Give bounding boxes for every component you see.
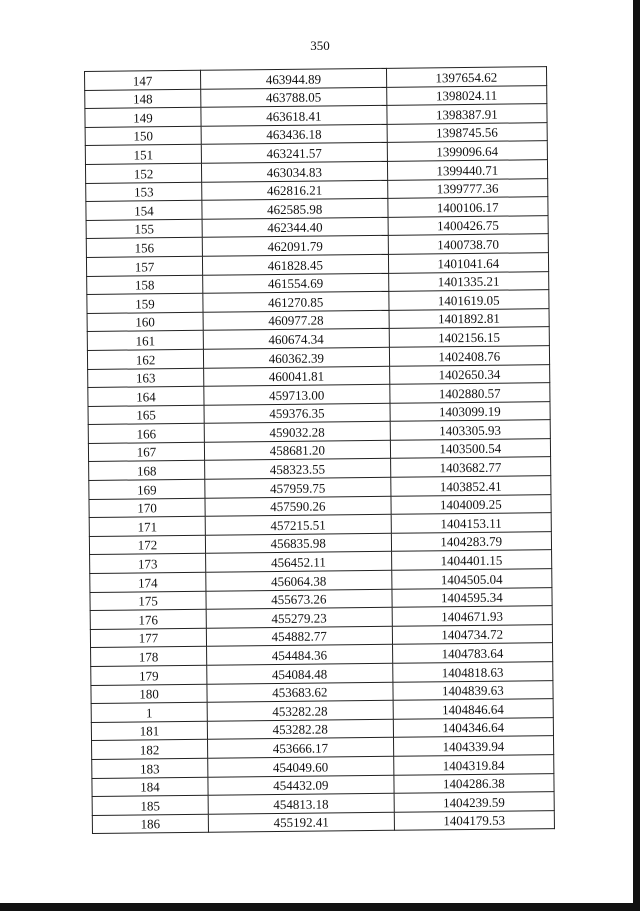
point-number-cell: 182: [92, 740, 208, 760]
x-coordinate-cell: 454882.77: [206, 626, 392, 647]
x-coordinate-cell: 453683.62: [207, 682, 393, 703]
x-coordinate-cell: 462091.79: [202, 236, 388, 257]
y-coordinate-cell: 1399440.71: [387, 160, 548, 180]
y-coordinate-cell: 1403099.19: [390, 401, 551, 421]
y-coordinate-cell: 1404595.34: [392, 587, 553, 607]
y-coordinate-cell: 1404846.64: [393, 699, 554, 719]
point-number-cell: 181: [91, 721, 207, 741]
y-coordinate-cell: 1399777.36: [387, 178, 548, 198]
coordinates-table: [84, 66, 555, 834]
point-number-cell: 164: [88, 386, 204, 406]
point-number-cell: 174: [90, 572, 206, 592]
y-coordinate-cell: 1404671.93: [392, 606, 553, 626]
point-number-cell: 169: [89, 479, 205, 499]
point-number-cell: 149: [85, 107, 201, 127]
y-coordinate-cell: 1401892.81: [389, 308, 550, 328]
x-coordinate-cell: 453666.17: [208, 738, 394, 759]
y-coordinate-cell: 1400426.75: [388, 215, 549, 235]
y-coordinate-cell: 1400738.70: [388, 234, 549, 254]
point-number-cell: 168: [89, 461, 205, 481]
point-number-cell: 156: [86, 238, 202, 258]
y-coordinate-cell: 1403682.77: [390, 457, 551, 477]
point-number-cell: 165: [88, 405, 204, 425]
x-coordinate-cell: 455279.23: [206, 608, 392, 629]
y-coordinate-cell: 1401619.05: [388, 290, 549, 310]
x-coordinate-cell: 463034.83: [201, 161, 387, 182]
page-number: 350: [310, 38, 330, 53]
coordinates-table-body: [85, 67, 555, 834]
y-coordinate-cell: 1404734.72: [392, 624, 553, 644]
point-number-cell: 163: [88, 368, 204, 388]
y-coordinate-cell: 1404783.64: [392, 643, 553, 663]
point-number-cell: 185: [92, 795, 208, 815]
x-coordinate-cell: 462816.21: [202, 180, 388, 201]
x-coordinate-cell: 463788.05: [201, 87, 387, 108]
x-coordinate-cell: 456452.11: [206, 552, 392, 573]
y-coordinate-cell: 1404839.63: [393, 680, 554, 700]
point-number-cell: 147: [85, 70, 201, 90]
point-number-cell: 183: [92, 758, 208, 778]
point-number-cell: 148: [85, 89, 201, 109]
point-number-cell: 171: [89, 517, 205, 537]
x-coordinate-cell: 454084.48: [207, 663, 393, 684]
x-coordinate-cell: 457959.75: [205, 477, 391, 498]
point-number-cell: 184: [92, 777, 208, 797]
point-number-cell: 157: [86, 256, 202, 276]
y-coordinate-cell: 1398745.56: [387, 122, 548, 142]
point-number-cell: 172: [89, 535, 205, 555]
x-coordinate-cell: 457215.51: [205, 515, 391, 536]
point-number-cell: 166: [88, 424, 204, 444]
point-number-cell: 150: [85, 126, 201, 146]
y-coordinate-cell: 1404286.38: [393, 773, 554, 793]
y-coordinate-cell: 1404179.53: [394, 810, 555, 830]
y-coordinate-cell: 1403305.93: [390, 420, 551, 440]
x-coordinate-cell: 455192.41: [208, 812, 394, 833]
point-number-cell: 173: [90, 554, 206, 574]
x-coordinate-cell: 460674.34: [203, 329, 389, 350]
x-coordinate-cell: 454484.36: [207, 645, 393, 666]
y-coordinate-cell: 1404319.84: [393, 755, 554, 775]
y-coordinate-cell: 1404239.59: [394, 792, 555, 812]
point-number-cell: 160: [87, 312, 203, 332]
point-number-cell: 167: [88, 442, 204, 462]
point-number-cell: 152: [85, 163, 201, 183]
y-coordinate-cell: 1399096.64: [387, 141, 548, 161]
x-coordinate-cell: 460041.81: [204, 366, 390, 387]
point-number-cell: 178: [91, 647, 207, 667]
point-number-cell: 170: [89, 498, 205, 518]
x-coordinate-cell: 455673.26: [206, 589, 392, 610]
y-coordinate-cell: 1397654.62: [386, 67, 547, 87]
x-coordinate-cell: 456835.98: [205, 533, 391, 554]
x-coordinate-cell: 454432.09: [208, 775, 394, 796]
point-number-cell: 180: [91, 684, 207, 704]
y-coordinate-cell: 1404346.64: [393, 717, 554, 737]
point-number-cell: 175: [90, 591, 206, 611]
x-coordinate-cell: 454813.18: [208, 793, 394, 814]
y-coordinate-cell: 1404818.63: [392, 662, 553, 682]
y-coordinate-cell: 1404505.04: [391, 569, 552, 589]
x-coordinate-cell: 463944.89: [200, 68, 386, 89]
y-coordinate-cell: 1404339.94: [393, 736, 554, 756]
y-coordinate-cell: 1401041.64: [388, 253, 549, 273]
x-coordinate-cell: 462585.98: [202, 198, 388, 219]
point-number-cell: 161: [87, 331, 203, 351]
y-coordinate-cell: 1401335.21: [388, 271, 549, 291]
point-number-cell: 159: [87, 293, 203, 313]
x-coordinate-cell: 456064.38: [206, 570, 392, 591]
y-coordinate-cell: 1398387.91: [386, 104, 547, 124]
x-coordinate-cell: 463436.18: [201, 124, 387, 145]
x-coordinate-cell: 461270.85: [203, 291, 389, 312]
y-coordinate-cell: 1400106.17: [387, 197, 548, 217]
y-coordinate-cell: 1402408.76: [389, 346, 550, 366]
point-number-cell: 155: [86, 219, 202, 239]
y-coordinate-cell: 1403852.41: [390, 476, 551, 496]
point-number-cell: 151: [85, 145, 201, 165]
y-coordinate-cell: 1398024.11: [386, 85, 547, 105]
x-coordinate-cell: 459376.35: [204, 403, 390, 424]
x-coordinate-cell: 463618.41: [201, 106, 387, 127]
x-coordinate-cell: 454049.60: [208, 756, 394, 777]
x-coordinate-cell: 460977.28: [203, 310, 389, 331]
y-coordinate-cell: 1404009.25: [391, 494, 552, 514]
x-coordinate-cell: 461828.45: [202, 254, 388, 275]
x-coordinate-cell: 458681.20: [204, 440, 390, 461]
x-coordinate-cell: 453282.28: [207, 700, 393, 721]
x-coordinate-cell: 458323.55: [205, 459, 391, 480]
y-coordinate-cell: 1402880.57: [389, 383, 550, 403]
point-number-cell: 153: [86, 182, 202, 202]
point-number-cell: 154: [86, 200, 202, 220]
y-coordinate-cell: 1404401.15: [391, 550, 552, 570]
x-coordinate-cell: 462344.40: [202, 217, 388, 238]
x-coordinate-cell: 459713.00: [204, 384, 390, 405]
x-coordinate-cell: 463241.57: [201, 143, 387, 164]
point-number-cell: 162: [87, 349, 203, 369]
x-coordinate-cell: 457590.26: [205, 496, 391, 517]
point-number-cell: 186: [92, 814, 208, 834]
y-coordinate-cell: 1403500.54: [390, 439, 551, 459]
point-number-cell: 176: [90, 609, 206, 629]
y-coordinate-cell: 1402156.15: [389, 327, 550, 347]
y-coordinate-cell: 1402650.34: [389, 364, 550, 384]
x-coordinate-cell: 460362.39: [203, 347, 389, 368]
point-number-cell: 177: [90, 628, 206, 648]
point-number-cell: 158: [87, 275, 203, 295]
point-number-cell: 1: [91, 702, 207, 722]
point-number-cell: 179: [91, 665, 207, 685]
y-coordinate-cell: 1404153.11: [391, 513, 552, 533]
x-coordinate-cell: 453282.28: [207, 719, 393, 740]
x-coordinate-cell: 459032.28: [204, 422, 390, 443]
y-coordinate-cell: 1404283.79: [391, 531, 552, 551]
x-coordinate-cell: 461554.69: [203, 273, 389, 294]
